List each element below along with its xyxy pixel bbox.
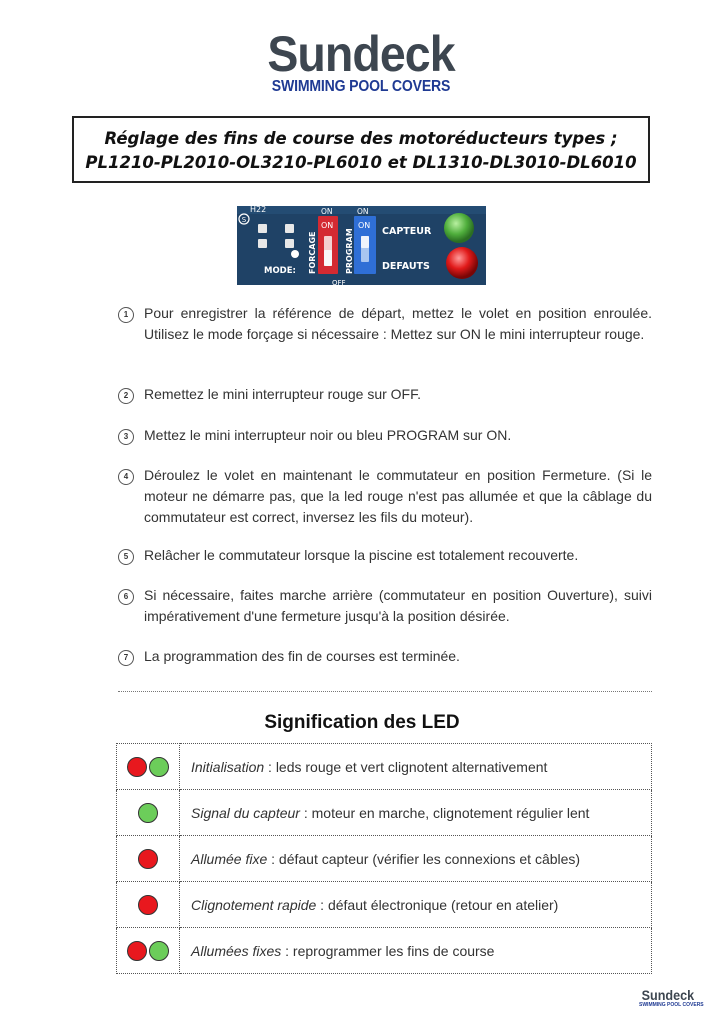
green-led-dot-icon [149,757,169,777]
led-state-text: : moteur en marche, clignotement régulier lent [299,804,590,821]
green-led-icon [444,213,474,243]
led-description [180,744,652,790]
red-led-dot-icon [138,849,158,869]
board-on-label-red-switch: ON [321,221,334,230]
circuit-board-illustration [237,206,486,285]
title-line-2: PL1210-PL2010-OL3210-PL6010 et DL1310-DL3010-DL6010 [85,153,637,172]
led-state-label: Allumées fixes [191,942,282,959]
led-state-text: : défaut capteur (vérifier les connexions et câbles) [267,850,581,867]
table-row [117,882,652,928]
led-indicators [117,744,180,790]
step-text: Si nécessaire, faites marche arrière (commutateur en position Ouverture), suivi impérativement d'une fermeture jusqu'à la position désirée. [144,587,652,624]
board-program-label: PROGRAM [345,228,354,274]
logo-wordmark: Sundeck [267,26,455,82]
board-s-label: S [241,216,247,224]
table-row [117,744,652,790]
board-capteur-label: CAPTEUR [382,226,432,237]
led-state-text: : reprogrammer les fins de course [281,942,495,959]
green-led-dot-icon [149,941,169,961]
board-on-label-blue: ON [357,207,369,216]
title-line-1: Réglage des fins de course des motoréducteurs types ; [104,129,618,148]
board-on-label-red: ON [321,207,333,216]
step-text: Remettez le mini interrupteur rouge sur OFF. [144,386,421,402]
step-number-badge: 5 [118,549,134,565]
led-description [180,928,652,974]
circuit-board-photo [237,206,486,285]
led-state-label: Initialisation [191,758,265,775]
board-on-label-blue-switch: ON [358,221,371,230]
red-led-icon [446,247,478,279]
led-description [180,882,652,928]
green-led-dot-icon [138,803,158,823]
step-number-badge: 3 [118,429,134,445]
led-indicators [117,790,180,836]
step-text: Mettez le mini interrupteur noir ou bleu PROGRAM sur ON. [144,427,512,443]
step-text: Déroulez le volet en maintenant le commutateur en position Fermeture. (Si le moteur ne démarre pas, que la led rouge n'est pas allumée et que la câblage du commutateur est correct, inversez les fils du moteur). [144,467,652,525]
board-off-label: OFF [332,279,346,285]
table-row [117,790,652,836]
step-text: Pour enregistrer la référence de départ, mettez le volet en position enroulée. Utilisez le mode forçage si nécessaire : Mettez sur ON le mini interrupteur rouge. [144,305,652,342]
led-indicators [117,928,180,974]
step-number-badge: 1 [118,307,134,323]
led-state-text: : défaut électronique (retour en atelier) [316,896,559,913]
section-divider [118,691,652,692]
led-indicators [117,836,180,882]
led-description [180,836,652,882]
led-indicators [117,882,180,928]
step-text: Relâcher le commutateur lorsque la piscine est totalement recouverte. [144,547,579,563]
led-state-label: Allumée fixe [191,850,268,867]
step-text: La programmation des fin de courses est terminée. [144,648,460,664]
footer-logo-wordmark: Sundeck [641,987,695,1003]
board-defauts-label: DEFAUTS [382,261,430,272]
led-description [180,790,652,836]
red-led-dot-icon [127,941,147,961]
red-led-dot-icon [138,895,158,915]
table-row [117,928,652,974]
board-forcage-label: FORCAGE [308,231,317,274]
footer-logo-tagline: SWIMMING POOL COVERS [639,1002,704,1008]
step-number-badge: 6 [118,589,134,605]
step-number-badge: 2 [118,388,134,404]
sundeck-logo [258,26,464,96]
led-state-text: : leds rouge et vert clignotent alternativement [264,758,548,775]
table-row [117,836,652,882]
led-state-label: Signal du capteur [191,804,300,821]
board-h22-label: H22 [250,206,267,214]
document-title [72,116,650,183]
led-state-label: Clignotement rapide [191,896,317,913]
logo-tagline: SWIMMING POOL COVERS [271,78,451,95]
red-led-dot-icon [127,757,147,777]
step-number-badge: 4 [118,469,134,485]
led-meaning-table [116,743,652,974]
led-section-title: Signification des LED [264,712,460,733]
footer-logo [639,987,704,1008]
step-number-badge: 7 [118,650,134,666]
board-mode-label: MODE: [264,266,296,276]
